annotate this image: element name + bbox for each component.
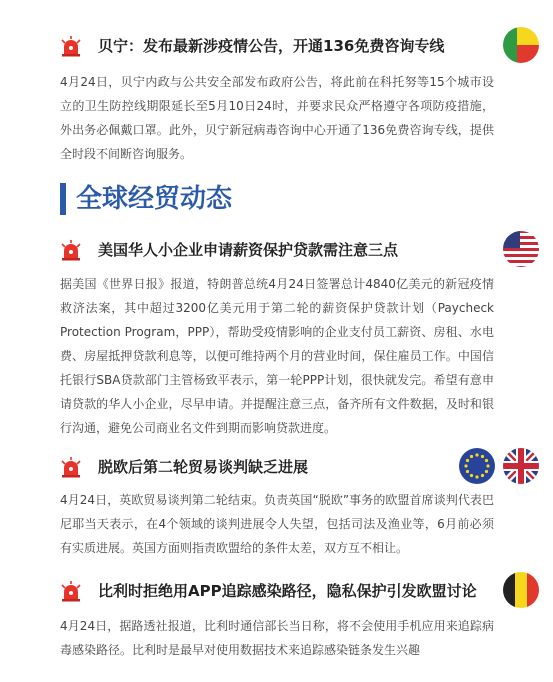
news-body: 4月24日，贝宁内政与公共安全部发布政府公告，将此前在科托努等15个城市设立的卫生防控线期限延长至5月10日24时，并要求民众严格遵守各项防疫措施，外出务必佩戴口罩。此外，贝宁新冠病毒咨询中心开通了136免费咨询专线，提供全时段不间断咨询服务。 [60,75,494,161]
news-header [60,26,540,66]
news-body: 据美国《世界日报》报道，特朗普总统4月24日签署总计4840亿美元的新冠疫情救济法案，其中超过3200亿美元用于第二轮的薪资保护贷款计划（Paycheck Protection Program，PPP），帮助受疫情影响的企业支付员工薪资、房租、水电费、房屋抵押贷款利息等，以便可维持两个月的营业时间，保住雇员工作。中国信托银行SBA贷款部门主管杨致平表示，第一轮PPP计划，很快就发完。希望有意申请贷款的华人小企业，尽早申请。并提醒注意三点，备齐所有文件数据，及时和银行沟通，避免公司商业名文件到期而影响贷款进度。 [60,277,494,435]
news-body: 4月24日，英欧贸易谈判第二轮结束。负责英国“脱欧”事务的欧盟首席谈判代表巴尼耶当天表示，在4个领域的谈判进展令人失望，包括司法及渔业等，6月前必须有实质进展。英国方面则指责欧盟给的条件太差，双方互不相让。 [60,493,494,555]
usa-flag-icon [502,230,540,268]
benin-flag-icon [502,26,540,64]
belgium-flag-icon [502,571,540,609]
news-body: 4月24日，据路透社报道，比利时通信部长当日称，将不会使用手机应用来追踪病毒感染路径。比利时是最早对使用数据技术来追踪感染链条发生兴趣 [60,619,494,657]
alarm-icon [60,580,82,602]
uk-flag-icon [502,447,540,485]
alarm-icon [60,239,82,261]
news-header [60,447,540,487]
news-title[interactable]: 比利时拒绝用APP追踪感染路径，隐私保护引发欧盟讨论 [98,582,477,600]
alarm-icon [60,456,82,478]
eu-flag-icon [458,447,496,485]
alarm-icon [60,35,82,57]
section-title: 全球经贸动态 [76,184,233,214]
section-header [60,175,360,221]
news-title[interactable]: 贝宁：发布最新涉疫情公告，开通136免费咨询专线 [98,37,445,55]
news-title[interactable]: 脱欧后第二轮贸易谈判缺乏进展 [98,458,309,476]
news-title[interactable]: 美国华人小企业申请薪资保护贷款需注意三点 [98,241,399,259]
news-header [60,571,540,611]
news-header [60,230,540,270]
section-accent-bar [60,183,66,215]
